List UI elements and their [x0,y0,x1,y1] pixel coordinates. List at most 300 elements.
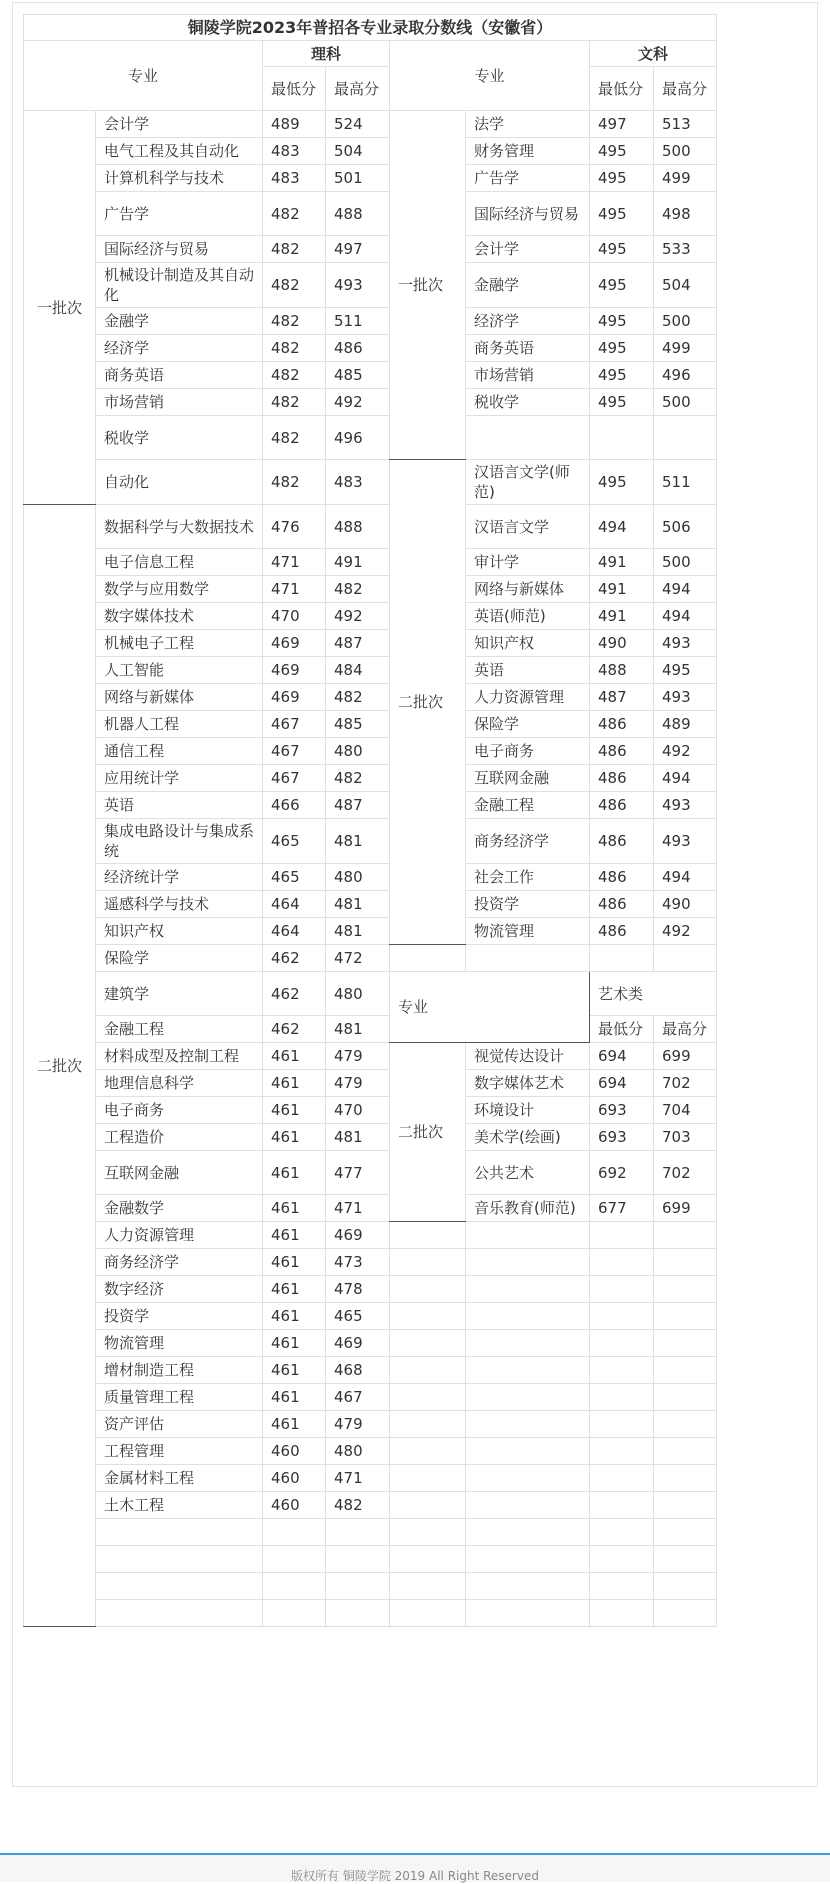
science-max: 480 [326,738,390,765]
liberal-max: 494 [654,765,717,792]
empty-cell [590,1249,654,1276]
table-row [24,416,717,460]
table-row [24,505,717,549]
table-row [24,738,717,765]
science-major: 网络与新媒体 [96,684,263,711]
art-min: 693 [590,1124,654,1151]
empty-cell [654,1303,717,1330]
liberal-max: 506 [654,505,717,549]
science-min: 467 [263,738,326,765]
table-row [24,819,717,864]
liberal-min: 495 [590,460,654,505]
art-major: 音乐教育(师范) [466,1195,590,1222]
liberal-min: 487 [590,684,654,711]
empty-cell [390,1573,466,1600]
science-major: 投资学 [96,1303,263,1330]
science-major: 人工智能 [96,657,263,684]
liberal-min: 495 [590,308,654,335]
liberal-major: 财务管理 [466,138,590,165]
liberal-min: 495 [590,138,654,165]
liberal-min: 495 [590,236,654,263]
science-min: 483 [263,138,326,165]
liberal-max: 500 [654,549,717,576]
empty-cell [654,1330,717,1357]
liberal-min: 486 [590,711,654,738]
science-max: 479 [326,1043,390,1070]
science-max: 469 [326,1222,390,1249]
empty-cell [590,1384,654,1411]
liberal-major: 汉语言文学(师范) [466,460,590,505]
science-major: 通信工程 [96,738,263,765]
table-row [24,945,717,972]
liberal-max: 493 [654,792,717,819]
science-major: 应用统计学 [96,765,263,792]
science-min: 461 [263,1303,326,1330]
science-min: 466 [263,792,326,819]
liberal-major: 英语(师范) [466,603,590,630]
liberal-major: 经济学 [466,308,590,335]
science-min [263,1519,326,1546]
liberal-major: 税收学 [466,389,590,416]
science-major: 工程管理 [96,1438,263,1465]
liberal-major: 会计学 [466,236,590,263]
science-min: 461 [263,1222,326,1249]
science-major: 经济统计学 [96,864,263,891]
table-row [24,1249,717,1276]
empty-cell [466,1249,590,1276]
liberal-major: 商务英语 [466,335,590,362]
science-max [326,1546,390,1573]
empty-cell [466,1465,590,1492]
empty-cell [590,1438,654,1465]
science-max: 485 [326,362,390,389]
liberal-max: 498 [654,192,717,236]
science-major: 金属材料工程 [96,1465,263,1492]
table-row [24,165,717,192]
art-major: 视觉传达设计 [466,1043,590,1070]
liberal-max: 504 [654,263,717,308]
science-min: 461 [263,1097,326,1124]
table-row [24,972,717,1016]
science-major: 土木工程 [96,1492,263,1519]
table-row [24,1124,717,1151]
art-min: 677 [590,1195,654,1222]
art-header: 艺术类 [590,972,717,1016]
liberal-min: 495 [590,335,654,362]
art-min: 694 [590,1070,654,1097]
empty-cell [466,945,590,972]
science-min: 471 [263,549,326,576]
liberal-min: 486 [590,918,654,945]
liberal-min: 486 [590,819,654,864]
science-major: 工程造价 [96,1124,263,1151]
science-max: 473 [326,1249,390,1276]
liberal-max: 500 [654,308,717,335]
art-min: 693 [590,1097,654,1124]
art-major: 环境设计 [466,1097,590,1124]
empty-cell [390,1438,466,1465]
empty-cell [466,1600,590,1627]
science-max: 491 [326,549,390,576]
table-row [24,308,717,335]
science-major: 建筑学 [96,972,263,1016]
table-row [24,792,717,819]
liberal-major: 物流管理 [466,918,590,945]
science-max [326,1519,390,1546]
science-min: 462 [263,945,326,972]
science-max: 492 [326,603,390,630]
science-min [263,1573,326,1600]
table-row [24,1546,717,1573]
table-row [24,1465,717,1492]
science-min: 461 [263,1151,326,1195]
science-min: 467 [263,711,326,738]
table-row [24,630,717,657]
science-min: 482 [263,416,326,460]
science-major: 广告学 [96,192,263,236]
science-max: 497 [326,236,390,263]
science-max: 484 [326,657,390,684]
science-max: 524 [326,111,390,138]
science-max: 469 [326,1330,390,1357]
empty-cell [590,1519,654,1546]
liberal-max-header: 最高分 [654,67,717,111]
liberal-batch-second: 二批次 [390,460,466,945]
art-max-header: 最高分 [654,1016,717,1043]
science-min: 461 [263,1195,326,1222]
empty-cell [654,1492,717,1519]
table-row [24,263,717,308]
liberal-min: 486 [590,792,654,819]
empty-cell [590,1357,654,1384]
empty-cell [390,1600,466,1627]
empty-cell [390,1465,466,1492]
science-min: 482 [263,308,326,335]
science-min: 461 [263,1249,326,1276]
empty-cell [654,1357,717,1384]
art-major: 数字媒体艺术 [466,1070,590,1097]
empty-cell [466,1330,590,1357]
liberal-major: 英语 [466,657,590,684]
table-row [24,1573,717,1600]
liberal-max: 492 [654,738,717,765]
science-min: 467 [263,765,326,792]
liberal-major: 国际经济与贸易 [466,192,590,236]
empty-cell [390,945,466,972]
science-max: 485 [326,711,390,738]
science-max: 482 [326,684,390,711]
liberal-major: 人力资源管理 [466,684,590,711]
art-max: 699 [654,1195,717,1222]
science-max: 478 [326,1276,390,1303]
science-major: 物流管理 [96,1330,263,1357]
art-major-header: 专业 [390,972,590,1043]
science-min [263,1600,326,1627]
science-min: 460 [263,1492,326,1519]
empty-cell [590,1573,654,1600]
table-row [24,111,717,138]
empty-cell [590,1411,654,1438]
table-row [24,1151,717,1195]
liberal-max: 494 [654,576,717,603]
liberal-min: 486 [590,765,654,792]
empty-cell [654,1411,717,1438]
empty-cell [654,1438,717,1465]
science-max: 479 [326,1070,390,1097]
liberal-max: 496 [654,362,717,389]
empty-cell [590,1330,654,1357]
liberal-max: 494 [654,864,717,891]
science-major: 数据科学与大数据技术 [96,505,263,549]
liberal-min: 491 [590,576,654,603]
science-min: 461 [263,1357,326,1384]
liberal-min: 486 [590,891,654,918]
science-major: 知识产权 [96,918,263,945]
science-min: 482 [263,362,326,389]
liberal-max: 494 [654,603,717,630]
science-major: 会计学 [96,111,263,138]
science-max: 480 [326,972,390,1016]
science-max: 486 [326,335,390,362]
science-max: 481 [326,918,390,945]
science-max: 480 [326,864,390,891]
science-major: 商务经济学 [96,1249,263,1276]
table-row [24,603,717,630]
science-major: 商务英语 [96,362,263,389]
table-row [24,684,717,711]
art-major: 美术学(绘画) [466,1124,590,1151]
science-max: 465 [326,1303,390,1330]
science-min: 462 [263,972,326,1016]
empty-cell [654,1573,717,1600]
science-min: 461 [263,1070,326,1097]
table-row [24,192,717,236]
liberal-major: 电子商务 [466,738,590,765]
science-major: 材料成型及控制工程 [96,1043,263,1070]
science-batch-second: 二批次 [24,505,96,1627]
empty-cell [654,1384,717,1411]
science-min: 483 [263,165,326,192]
science-min: 489 [263,111,326,138]
empty-cell [590,1303,654,1330]
table-row [24,1357,717,1384]
science-min: 482 [263,460,326,505]
liberal-major: 互联网金融 [466,765,590,792]
empty-cell [390,1249,466,1276]
science-major: 经济学 [96,335,263,362]
science-max [326,1573,390,1600]
empty-cell [466,1384,590,1411]
table-row [24,1411,717,1438]
science-major: 计算机科学与技术 [96,165,263,192]
liberal-major: 金融工程 [466,792,590,819]
science-max: 487 [326,792,390,819]
empty-cell [390,1492,466,1519]
table-row [24,1492,717,1519]
science-max-header: 最高分 [326,67,390,111]
empty-cell [466,1438,590,1465]
liberal-max: 511 [654,460,717,505]
liberal-major: 保险学 [466,711,590,738]
science-min: 461 [263,1124,326,1151]
science-max: 488 [326,192,390,236]
empty-cell [390,1546,466,1573]
science-min: 461 [263,1043,326,1070]
art-max: 702 [654,1151,717,1195]
table-row [24,1070,717,1097]
empty-cell [590,1600,654,1627]
science-major: 税收学 [96,416,263,460]
liberal-min: 486 [590,864,654,891]
science-major: 数字媒体技术 [96,603,263,630]
science-max: 481 [326,1124,390,1151]
art-batch-second: 二批次 [390,1043,466,1222]
science-batch-first: 一批次 [24,111,96,505]
empty-cell [466,1546,590,1573]
science-min: 461 [263,1330,326,1357]
empty-cell [466,1222,590,1249]
liberal-max: 493 [654,630,717,657]
liberal-min: 495 [590,165,654,192]
science-max: 481 [326,1016,390,1043]
art-max: 699 [654,1043,717,1070]
table-row [24,1097,717,1124]
empty-cell [390,1357,466,1384]
empty-cell [654,1546,717,1573]
table-row [24,711,717,738]
science-max: 481 [326,891,390,918]
table-row [24,1438,717,1465]
science-max: 492 [326,389,390,416]
empty-cell [466,1357,590,1384]
science-major-header: 专业 [24,41,263,111]
liberal-major: 投资学 [466,891,590,918]
science-max: 471 [326,1465,390,1492]
liberal-max: 489 [654,711,717,738]
table-row [24,362,717,389]
empty-cell [590,1276,654,1303]
liberal-min: 494 [590,505,654,549]
science-min: 482 [263,389,326,416]
empty-cell [466,1411,590,1438]
empty-cell [466,1276,590,1303]
liberal-major: 知识产权 [466,630,590,657]
liberal-min: 495 [590,362,654,389]
empty-cell [390,1384,466,1411]
table-row [24,891,717,918]
science-min: 465 [263,819,326,864]
liberal-header: 文科 [590,41,717,67]
science-major: 机械电子工程 [96,630,263,657]
science-max: 468 [326,1357,390,1384]
science-min: 482 [263,263,326,308]
liberal-max: 500 [654,389,717,416]
science-min: 469 [263,684,326,711]
liberal-min: 495 [590,389,654,416]
science-major [96,1519,263,1546]
liberal-max [654,416,717,460]
science-max: 511 [326,308,390,335]
empty-cell [390,1330,466,1357]
science-max: 493 [326,263,390,308]
art-max: 702 [654,1070,717,1097]
table-row [24,1330,717,1357]
science-min: 461 [263,1384,326,1411]
science-max: 501 [326,165,390,192]
footer-copyright: 版权所有 铜陵学院 2019 All Right Reserved [291,1869,539,1883]
science-header: 理科 [263,41,390,67]
science-min: 469 [263,630,326,657]
science-min: 482 [263,335,326,362]
liberal-max: 492 [654,918,717,945]
science-major [96,1600,263,1627]
liberal-max: 533 [654,236,717,263]
liberal-max: 500 [654,138,717,165]
table-row [24,335,717,362]
table-row [24,138,717,165]
science-min: 482 [263,236,326,263]
liberal-major: 金融学 [466,263,590,308]
empty-cell [654,1276,717,1303]
science-max: 482 [326,576,390,603]
science-major: 英语 [96,792,263,819]
science-min: 469 [263,657,326,684]
liberal-min: 491 [590,549,654,576]
art-min: 692 [590,1151,654,1195]
table-row [24,657,717,684]
science-major: 自动化 [96,460,263,505]
science-max: 470 [326,1097,390,1124]
art-major: 公共艺术 [466,1151,590,1195]
science-min: 476 [263,505,326,549]
empty-cell [466,1303,590,1330]
science-major: 互联网金融 [96,1151,263,1195]
liberal-min: 491 [590,603,654,630]
liberal-max: 499 [654,335,717,362]
empty-cell [654,1465,717,1492]
liberal-major: 法学 [466,111,590,138]
science-max: 477 [326,1151,390,1195]
table-row [24,389,717,416]
science-major: 电气工程及其自动化 [96,138,263,165]
table-row [24,918,717,945]
liberal-min: 495 [590,192,654,236]
liberal-min: 486 [590,738,654,765]
table-row [24,1222,717,1249]
empty-cell [654,945,717,972]
empty-cell [590,1546,654,1573]
science-major: 国际经济与贸易 [96,236,263,263]
science-max [326,1600,390,1627]
science-major: 市场营销 [96,389,263,416]
science-min: 462 [263,1016,326,1043]
science-max: 483 [326,460,390,505]
liberal-max: 499 [654,165,717,192]
table-row [24,576,717,603]
science-max: 467 [326,1384,390,1411]
table-row [24,549,717,576]
liberal-major-header: 专业 [390,41,590,111]
science-max: 504 [326,138,390,165]
table-row [24,1195,717,1222]
empty-cell [590,1492,654,1519]
science-major: 金融工程 [96,1016,263,1043]
science-min: 482 [263,192,326,236]
science-major: 金融学 [96,308,263,335]
liberal-major: 社会工作 [466,864,590,891]
art-max: 703 [654,1124,717,1151]
science-min: 465 [263,864,326,891]
